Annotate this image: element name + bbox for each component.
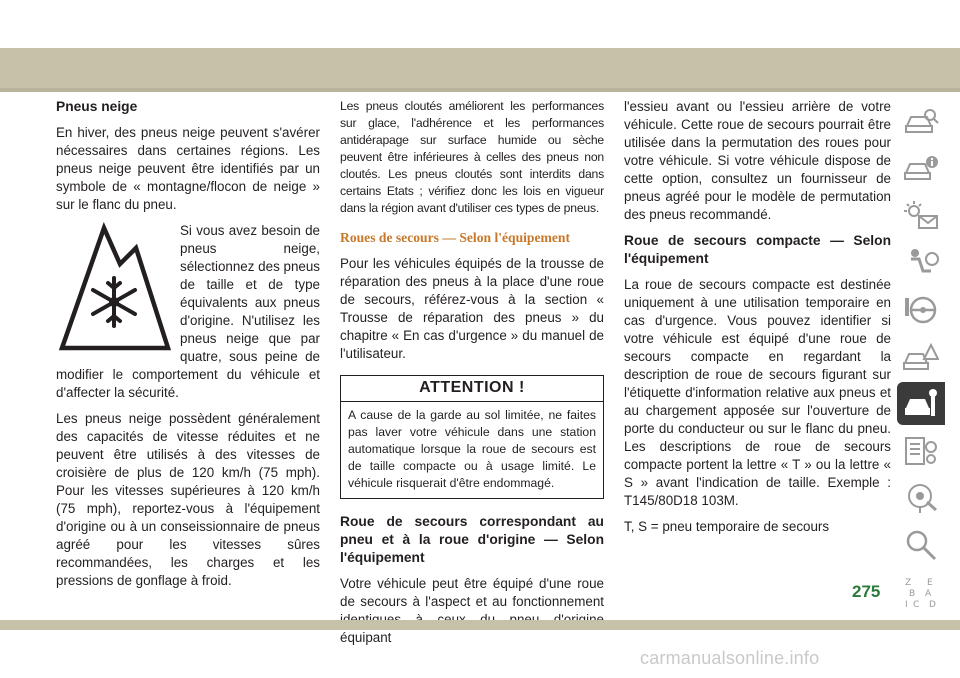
airbag-icon[interactable] xyxy=(897,241,945,284)
paragraph: Les pneus cloutés améliorent les performances sur glace, l'adhérence et les performances antidérapage sur surface humide ou sèche peuvent être inférieures à celles des pneus non cloutés. Les pneus cloutés sont interdits dans certains Etats ; vérifiez donc les lois en vigueur dans la région avant d'utiliser ces types de pneus. xyxy=(340,99,604,215)
header-rule xyxy=(0,88,960,92)
paragraph: La roue de secours compacte est destinée uniquement à une utilisation temporaire en cas d'urgence. Vous pouvez identifier si votre véhicule est équipé d'une roue de secours compacte en regardant la description de roue de secours figurant sur l'étiquette d'information relative aux pneus et au chargement apposée sur l'ouverture de porte du conducteur ou sur le flanc du pneu. Les descriptions de roue de secours compacte portent la lettre « T » ou la lettre « S » avant l'indication de taille. Exemple : T145/80D18 103M. xyxy=(624,277,891,508)
paragraph: En hiver, des pneus neige peuvent s'avérer nécessaires dans certaines régions. Les pneus neige peuvent être identifiés par un symbole de « montagne/flocon de neige » sur le flanc du pneu. xyxy=(56,125,320,212)
caution-text: A cause de la garde au sol limitée, ne faites pas laver votre véhicule dans une station automatique lorsque la roue de secours est de taille compacte ou à usage limité. Le véhicule risquerait d'être endommagé. xyxy=(348,408,596,490)
car-search-icon[interactable] xyxy=(897,100,945,143)
svg-text:C: C xyxy=(913,599,920,608)
search-icon[interactable] xyxy=(897,523,945,566)
header-band xyxy=(0,48,960,88)
paragraph: Si vous avez besoin de pneus neige, sélectionnez des pneus de taille et de type équivalents aux pneus d'origine. N'utilisez les pneus neige que par quatre, sous peine de modifier le comportement du véhicule et d'affecter la sécurité. xyxy=(56,223,320,400)
wrench-car-icon[interactable] xyxy=(897,382,945,425)
steering-wheel-icon[interactable] xyxy=(897,288,945,331)
svg-text:D: D xyxy=(929,599,936,608)
paragraph: l'essieu avant ou l'essieu arrière de votre véhicule. Cette roue de secours pourrait être utilisée dans la permutation des roues pour votre véhicule. Si votre véhicule dispose de cette option, consultez un fournisseur de pneus agréé pour le modèle de permutation des pneus recommandé. xyxy=(624,99,891,222)
heading-spare-tires: Roues de secours — Selon l'équipement xyxy=(340,230,570,245)
page-number: 275 xyxy=(852,582,881,601)
caution-title: ATTENTION ! xyxy=(341,376,603,402)
paragraph: T, S = pneu temporaire de secours xyxy=(624,519,830,534)
caution-box xyxy=(340,375,604,499)
heading-snow-tires: Pneus neige xyxy=(56,99,138,114)
car-info-icon[interactable] xyxy=(897,147,945,190)
heading-matching-spare: Roue de secours correspondant au pneu et à la roue d'origine — Selon l'équipement xyxy=(340,514,604,565)
chapter-tab-sidebar xyxy=(897,100,945,617)
multimedia-icon[interactable] xyxy=(897,476,945,519)
mountain-snowflake-icon xyxy=(56,222,174,356)
svg-text:B: B xyxy=(909,588,916,599)
svg-text:I: I xyxy=(905,599,908,608)
watermark: carmanualsonline.info xyxy=(640,648,820,668)
footer-band xyxy=(0,620,960,630)
column-1 xyxy=(56,98,320,598)
svg-text:A: A xyxy=(925,588,932,599)
paragraph: Les pneus neige possèdent généralement des capacités de vitesse réduites et ne peuvent être utilisés à des vitesses de croisière de plus de 120 km/h (75 mph). Pour les vitesses supérieures à 120 km/h (75 mph), reportez-vous à l'équipement d'origine ou à un conseissionnaire de pneus agréé pour les vitesses sûres recommandées, les charges et les pressions de gonflage à froid. xyxy=(56,411,320,588)
svg-text:E: E xyxy=(927,577,933,588)
heading-compact-spare: Roue de secours compacte — Selon l'équipement xyxy=(624,233,891,266)
column-3 xyxy=(624,98,891,544)
alphabet-index-icon[interactable] xyxy=(897,570,945,613)
roadside-emergency-icon[interactable] xyxy=(897,335,945,378)
specifications-icon[interactable] xyxy=(897,429,945,472)
paragraph: Votre véhicule peut être équipé d'une roue de secours à l'aspect et au fonctionnement équipant xyxy=(340,576,604,645)
paragraph: Pour les véhicules équipés de la trousse de réparation des pneus à la place d'une roue de secours, référez-vous à la section « Trousse de réparation des pneus » du chapitre « En cas d'urgence » du manuel de l'utilisateur. xyxy=(340,256,604,361)
column-2 xyxy=(340,98,604,655)
svg-text:Z: Z xyxy=(905,577,912,588)
warning-lights-icon[interactable] xyxy=(897,194,945,237)
